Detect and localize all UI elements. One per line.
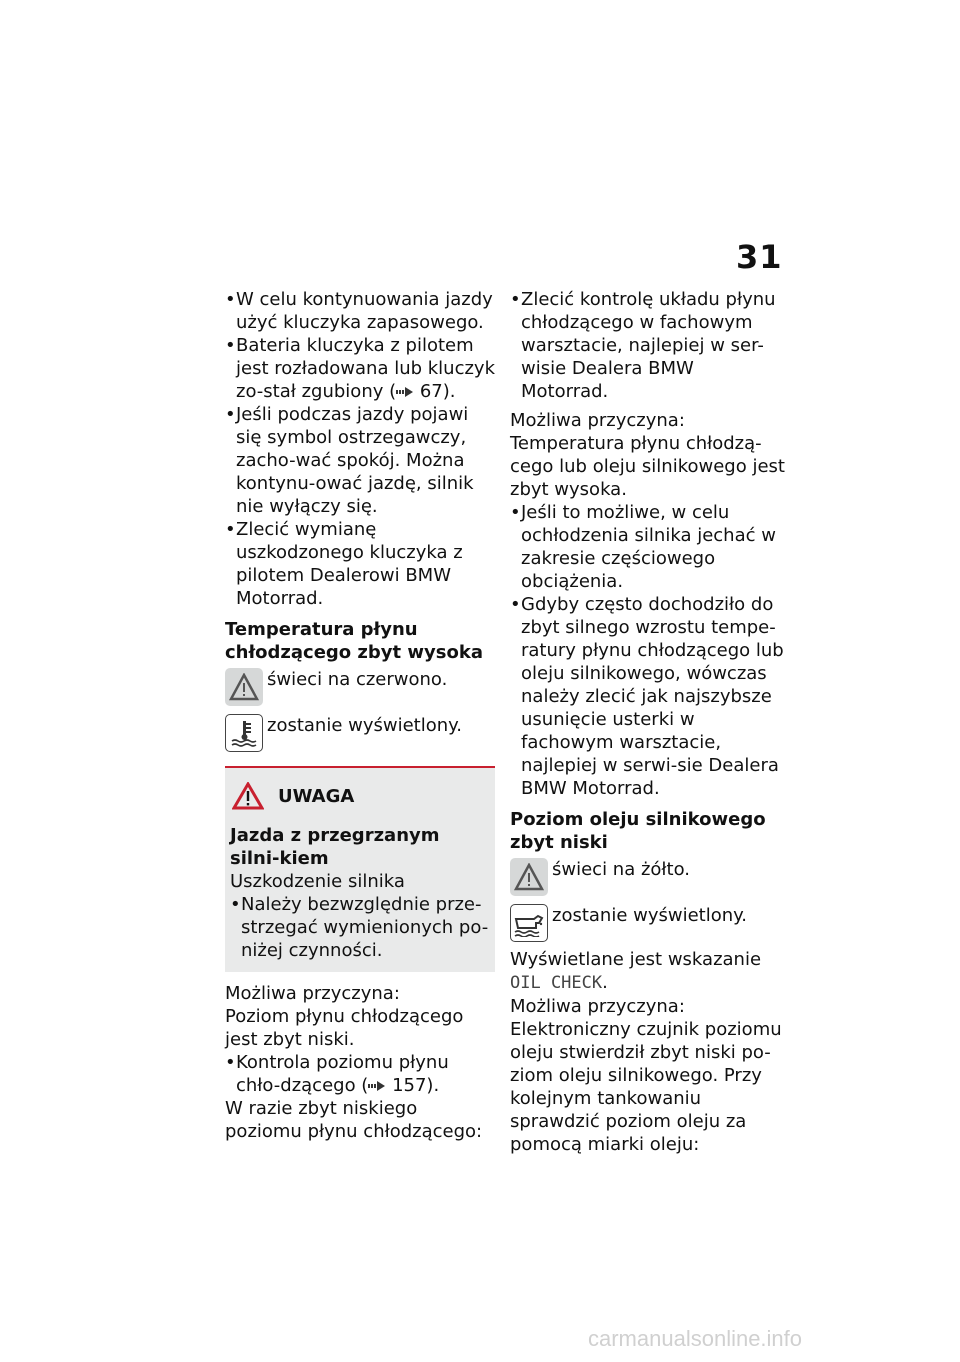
list-item (225, 518, 495, 610)
page-ref[interactable]: 157). (392, 1075, 440, 1096)
indicator-text: zostanie wyświetlony. (552, 905, 747, 926)
display-text: Wyświetlane jest wskazanie (510, 949, 762, 970)
left-bullet-list (225, 288, 495, 610)
warning-subtitle: Jazda z przegrzanym silni-kiem (230, 825, 440, 869)
section-heading-oil: Poziom oleju silnikowego zbyt niski (510, 809, 766, 853)
cause-text: Elektroniczny czujnik poziomu oleju stwierdził zbyt niski po-ziom oleju silnikowego. Przy kolejnym tankowaniu sprawdzić poziom oleju za pomocą miarki oleju: (510, 1019, 782, 1155)
indicator-row (510, 904, 785, 942)
warning-bullets (230, 893, 489, 962)
cause-label: Możliwa przyczyna: (510, 410, 685, 431)
bullet-text: Zlecić wymianę uszkodzonego kluczyka z pilotem Dealerowi BMW Motorrad. (236, 519, 463, 609)
footer-watermark: carmanualsonline.info (588, 1326, 803, 1351)
bullet-text: Bateria kluczyka z pilotem jest rozładowana lub kluczyk zo-stał zgubiony ( (236, 335, 496, 402)
warning-line: Uszkodzenie silnika (230, 871, 405, 892)
low-level-text: W razie zbyt niskiego poziomu płynu chłodzącego: (225, 1098, 483, 1142)
list-item (225, 288, 495, 334)
display-code: OIL CHECK (510, 973, 603, 993)
oil-level-icon (510, 904, 548, 942)
indicator-row (225, 668, 495, 706)
cause-text: Poziom płynu chłodzącego jest zbyt niski. (225, 1006, 464, 1050)
list-item (510, 501, 785, 593)
bullet-text: Jeśli podczas jazdy pojawi się symbol ostrzegawczy, zacho-wać spokój. Można kontynu-ować jazdę, silnik nie wyłączy się. (236, 404, 474, 517)
list-item (225, 1051, 495, 1097)
section-heading-temperature: Temperatura płynu chłodzącego zbyt wysoka (225, 619, 483, 663)
page-number: 31 (736, 238, 783, 276)
indicator-text: świeci na żółto. (552, 859, 691, 880)
warning-title: UWAGA (278, 785, 355, 807)
warning-header (230, 782, 489, 810)
list-item (230, 893, 489, 962)
warning-triangle-icon (225, 668, 263, 706)
bullet-text: Kontrola poziomu płynu chło-dzącego ( (236, 1052, 449, 1096)
bullet-text: W celu kontynuowania jazdy użyć kluczyka zapasowego. (236, 289, 493, 333)
warning-triangle-icon (232, 782, 264, 810)
coolant-temperature-icon (225, 714, 263, 752)
warning-box (225, 766, 495, 972)
warning-triangle-icon (510, 858, 548, 896)
indicator-row (510, 858, 785, 896)
bullet-text: Należy bezwzględnie prze-strzegać wymienionych po-niżej czynności. (241, 894, 489, 961)
indicator-row (225, 714, 495, 752)
right-bullet-list (510, 501, 785, 800)
list-item (510, 593, 785, 800)
right-top-bullets (510, 288, 785, 403)
page-ref[interactable]: 67). (419, 381, 456, 402)
check-bullets (225, 1051, 495, 1097)
cause-text: Temperatura płynu chłodzą-cego lub oleju silnikowego jest zbyt wysoka. (510, 433, 785, 500)
page-ref-arrow-icon (396, 387, 414, 397)
list-item (510, 288, 785, 403)
bullet-text: Zlecić kontrolę układu płynu chłodzącego w fachowym warsztacie, najlepiej w ser-wisie Dealera BMW Motorrad. (521, 289, 776, 402)
left-column (225, 288, 495, 1143)
bullet-text: Gdyby często dochodziło do zbyt silnego wzrostu tempe-ratury płynu chłodzącego lub oleju silnikowego, wówczas należy zlecić jak najszybsze usunięcie usterki w fachowym warsztacie, najlepiej w serwi-sie Dealera BMW Motorrad. (521, 594, 784, 799)
list-item (225, 403, 495, 518)
cause-label: Możliwa przyczyna: (225, 983, 400, 1004)
indicator-text: zostanie wyświetlony. (267, 715, 462, 736)
cause-label: Możliwa przyczyna: (510, 996, 685, 1017)
indicator-text: świeci na czerwono. (267, 669, 448, 690)
right-column: • Zlecić kontrolę układu płynu chłodzącego w fachowym warsztacie, najlepiej w ser-wisie Dealera BMW Motorrad. Możliwa przyczyna: Temperatura płynu chłodzą-cego lub oleju silnikowego jest zbyt wysoka. • Jeśli to możliwe, w celu ochłodzenia silnika jechać w zakresie częściowego obciążenia. • Gdyby często dochodziło do zbyt silnego wzrostu tempe-ratury płynu chłodzącego lub oleju silnikowego, wówczas należy zlecić jak najszybsze usunięcie usterki w fachowym warsztacie, najlepiej w serwi-sie Dealera BMW Motorrad. Poziom oleju silnikowego zbyt niski świeci na żółto. zostanie wyświetlony. Wyświetlane jest wskazanie OIL CHECK. Możliwa przyczyna: Elektroniczny czujnik poziomu oleju stwierdził zbyt niski po-ziom oleju silnikowego. Przy kolejnym tankowaniu sprawdzić poziom oleju za pomocą miarki oleju: (510, 288, 785, 1156)
page-ref-arrow-icon (368, 1081, 386, 1091)
bullet-text: Jeśli to możliwe, w celu ochłodzenia silnika jechać w zakresie częściowego obciążenia. (521, 502, 776, 592)
list-item (225, 334, 495, 403)
